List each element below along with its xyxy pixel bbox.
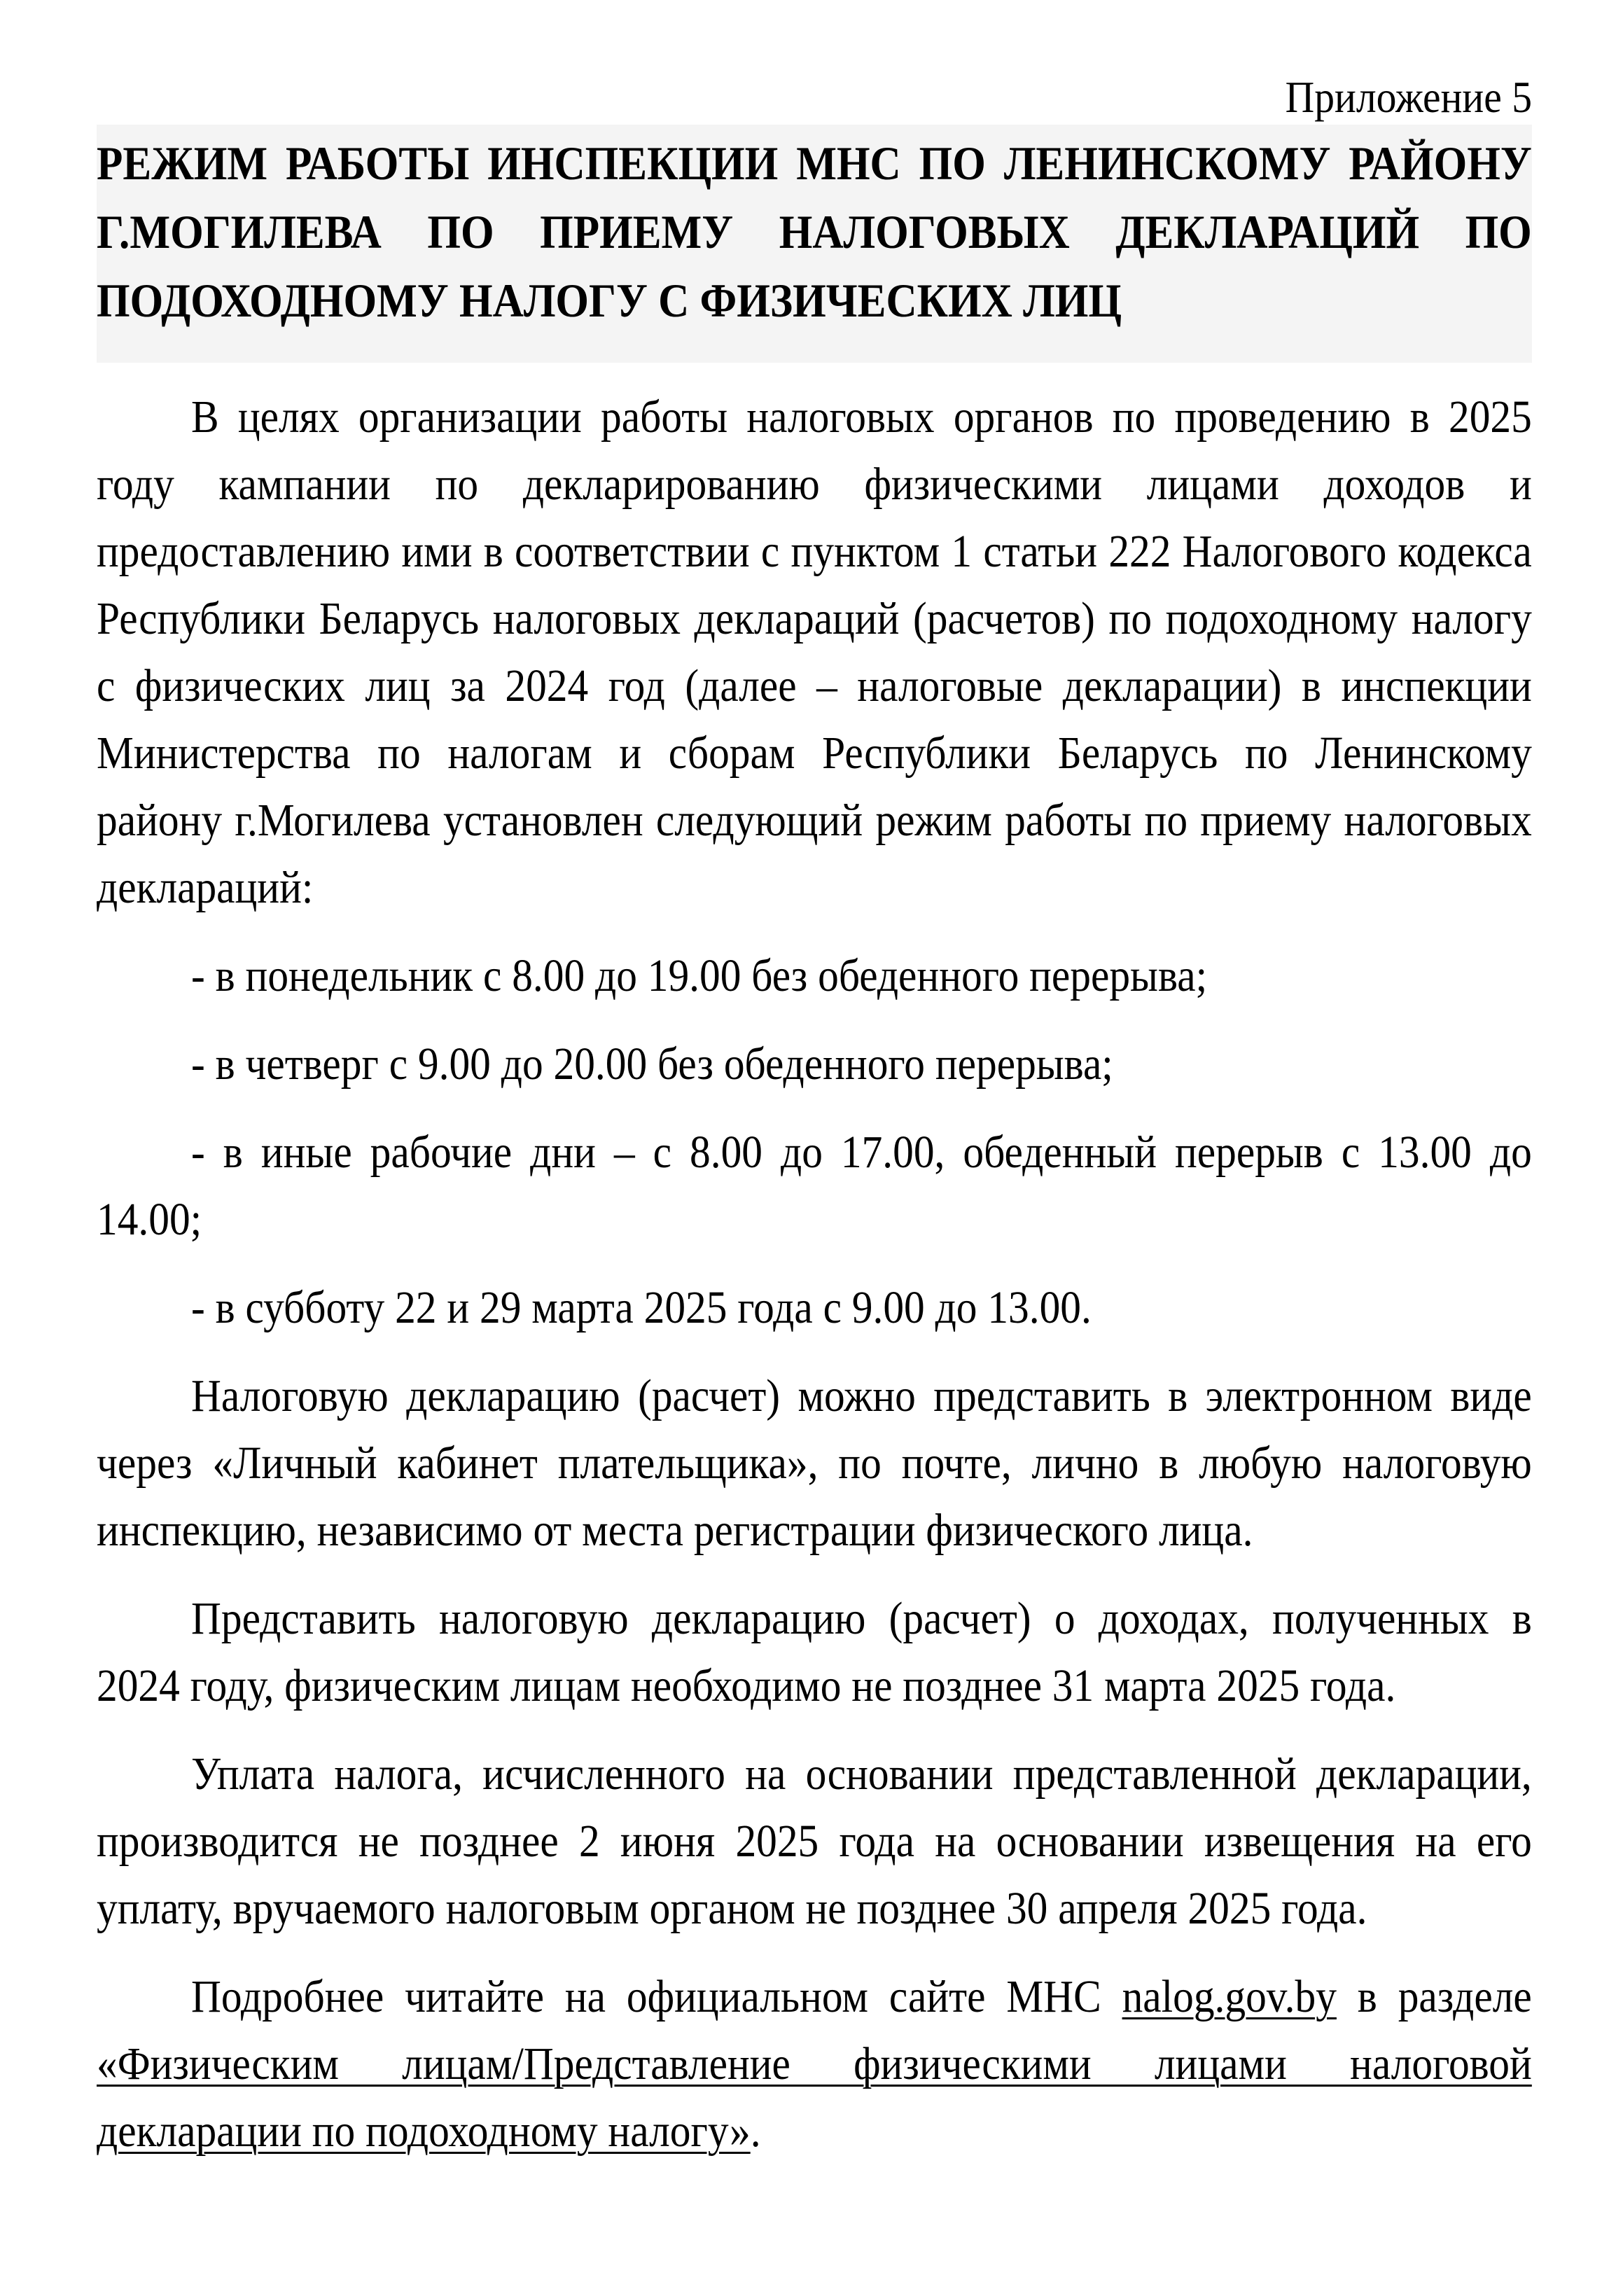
appendix-label: Приложение 5 [1285,72,1532,122]
intro-paragraph: В целях организации работы налоговых органов по проведению в 2025 году кампании по декларированию физическими лицами доходов и предоставлению ими в соответствии с пунктом 1 статьи 222 Налогового кодекса Республики Беларусь налоговых деклараций (расчетов) по подоходному налогу с физических лиц за 2024 год (далее – налоговые декларации) в инспекции Министерства по налогам и сборам Республики Беларусь по Ленинскому району г.Могилева установлен следующий режим работы по приему налоговых деклараций: [97,391,1532,913]
payment-paragraph: Уплата налога, исчисленного на основании представленной декларации, производится не позднее 2 июня 2025 года на основании извещения на его уплату, вручаемого налоговым органом не позднее 30 апреля 2025 года. [97,1748,1532,1934]
document-title: РЕЖИМ РАБОТЫ ИНСПЕКЦИИ МНС ПО ЛЕНИНСКОМУ РАЙОНУ Г.МОГИЛЕВА ПО ПРИЕМУ НАЛОГОВЫХ ДЕКЛАРАЦИЙ ПО ПОДОХОДНОМУ НАЛОГУ С ФИЗИЧЕСКИХ ЛИЦ [97,137,1532,327]
more-info-middle: в разделе [1336,1971,1532,2022]
document-page [97,70,1532,2165]
submit-ways-paragraph: Налоговую декларацию (расчет) можно представить в электронном виде через «Личный кабинет плательщика», по почте, лично в любую налоговую инспекцию, независимо от места регистрации физического лица. [97,1370,1532,1556]
schedule-item-monday: - в понедельник с 8.00 до 19.00 без обеденного перерыва; [191,950,1208,1001]
more-info-suffix: . [750,2106,761,2157]
deadline-paragraph: Представить налоговую декларацию (расчет) о доходах, полученных в 2024 году, физическим лицам необходимо не позднее 31 марта 2025 года. [97,1593,1532,1711]
section-link[interactable]: «Физическим лицам/Представление физическими лицами налоговой декларации по подоходному налогу» [97,2038,1532,2157]
more-info-paragraph [97,1963,1532,2165]
title-block [97,125,1532,363]
schedule-item-saturday: - в субботу 22 и 29 марта 2025 года с 9.00 до 13.00. [191,1282,1092,1333]
schedule-item-other-days: - в иные рабочие дни – с 8.00 до 17.00, обеденный перерыв с 13.00 до 14.00; [97,1127,1532,1245]
more-info-prefix: Подробнее читайте на официальном сайте МНС [191,1971,1122,2022]
document-body [97,384,1532,2165]
site-link[interactable]: nalog.gov.by [1122,1971,1337,2022]
schedule-item-thursday: - в четверг с 9.00 до 20.00 без обеденного перерыва; [191,1038,1113,1090]
